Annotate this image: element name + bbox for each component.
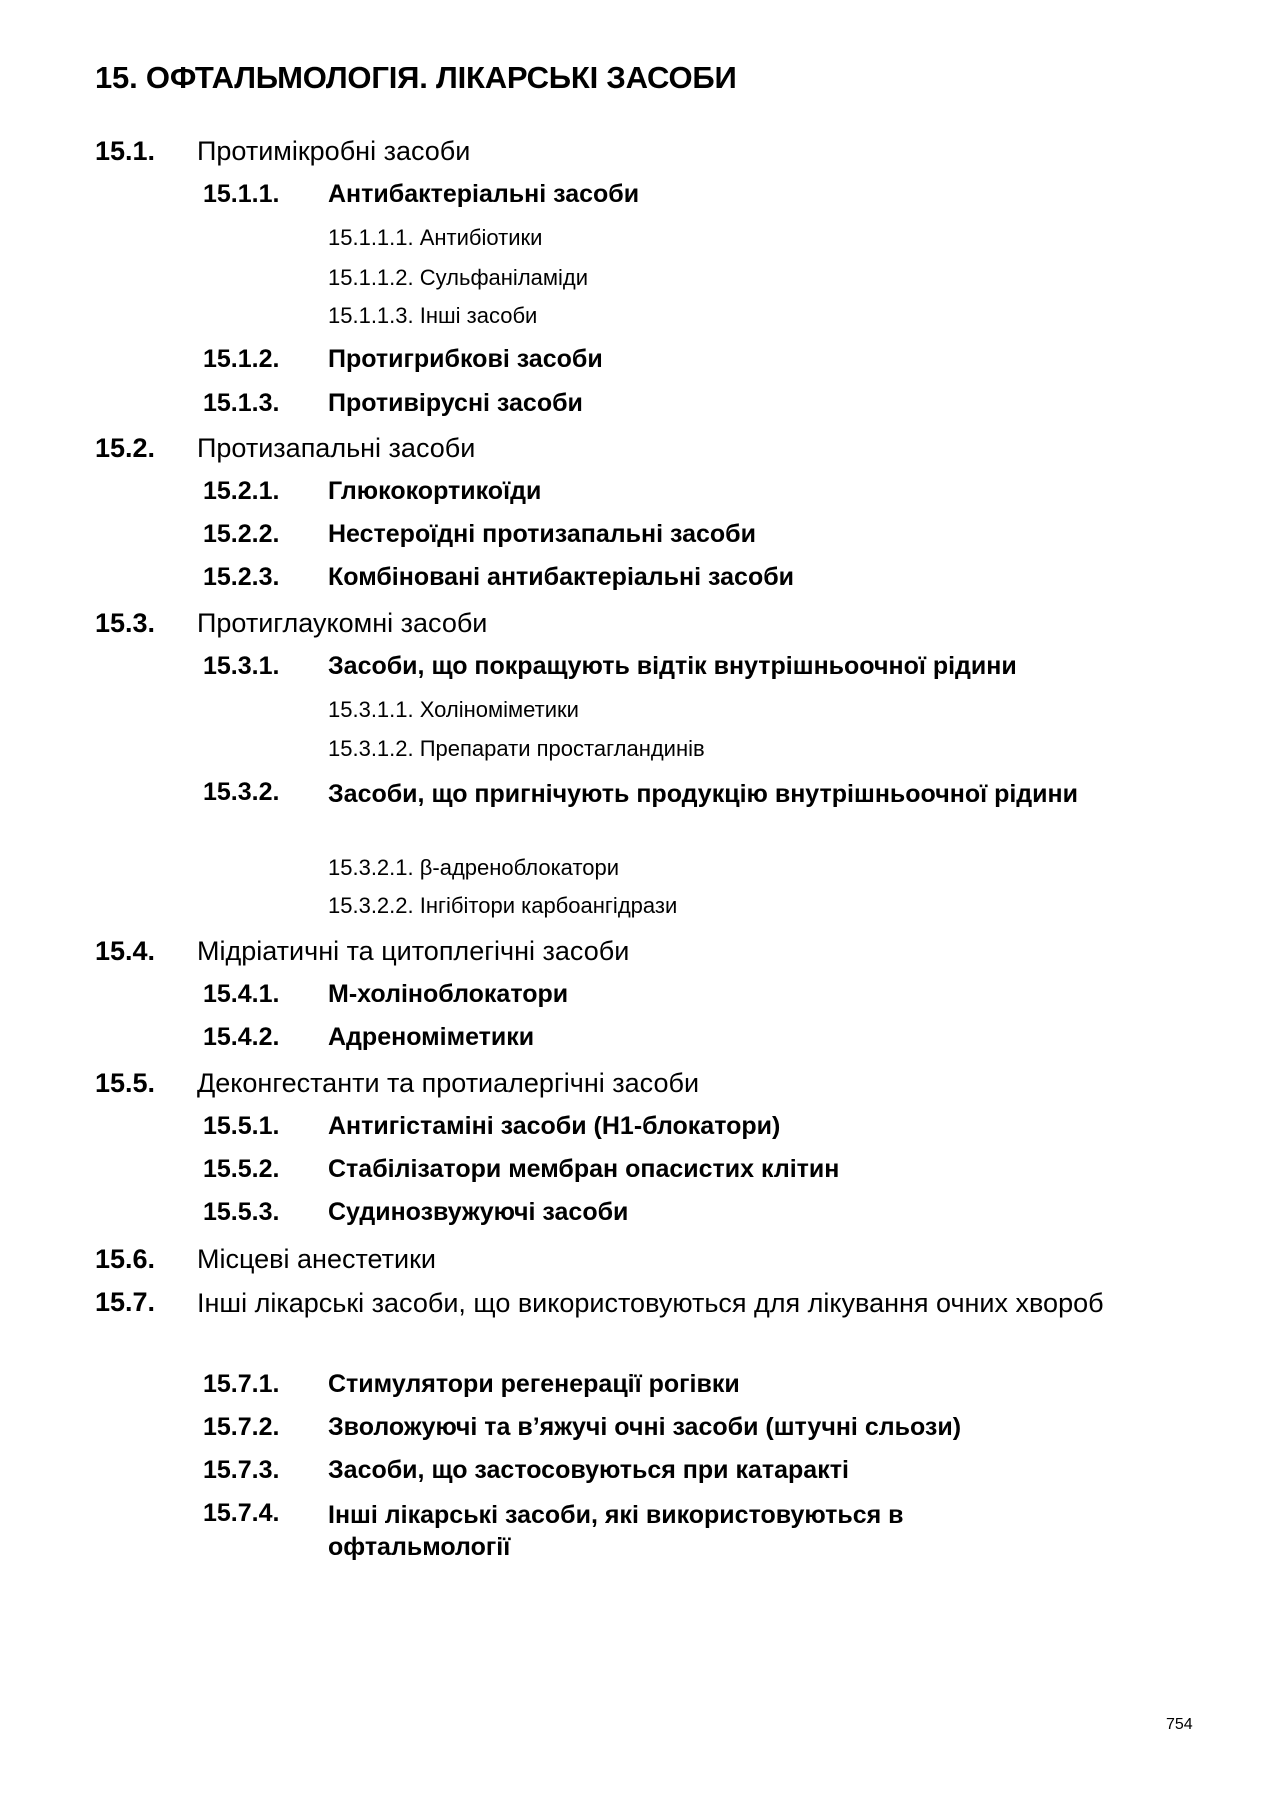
section-label: Антибактеріальні засоби xyxy=(328,180,640,208)
section-label: Зволожуючі та в’яжучі очні засоби (штучні сльози) xyxy=(328,1413,962,1441)
section-number: 15.1. xyxy=(95,136,156,166)
section-label: 15.3.1.1. Холіноміметики xyxy=(328,697,579,722)
page-number: 754 xyxy=(1166,1716,1193,1733)
section-label: Місцеві анестетики xyxy=(197,1244,436,1274)
section-label: 15.1.1.1. Антибіотики xyxy=(328,225,543,250)
section-label: Нестероїдні протизапальні засоби xyxy=(328,520,756,548)
section-label: 15.1.1.2. Сульфаніламіди xyxy=(328,265,589,290)
section-number: 15.7.2. xyxy=(203,1413,280,1441)
section-number: 15.5. xyxy=(95,1068,156,1098)
section-label: Противірусні засоби xyxy=(328,389,583,417)
section-number: 15.1.3. xyxy=(203,389,280,417)
section-number: 15.2.2. xyxy=(203,520,280,548)
section-label: Антигістаміні засоби (Н1-блокатори) xyxy=(328,1112,781,1140)
section-number: 15.5.2. xyxy=(203,1155,280,1183)
section-number: 15.4. xyxy=(95,936,156,966)
section-number: 15.3.1. xyxy=(203,652,280,680)
section-number: 15.5.1. xyxy=(203,1112,280,1140)
section-label: 15.3.2.2. Інгібітори карбоангідрази xyxy=(328,893,678,918)
section-number: 15.1.1. xyxy=(203,180,280,208)
section-number: 15.2.1. xyxy=(203,477,280,505)
section-label: Судинозвужуючі засоби xyxy=(328,1198,629,1226)
section-number: 15.7.1. xyxy=(203,1370,280,1398)
section-number: 15.1.2. xyxy=(203,345,280,373)
section-label: Стабілізатори мембран опасистих клітин xyxy=(328,1155,840,1183)
section-number: 15.3.2. xyxy=(203,778,280,806)
section-number: 15.6. xyxy=(95,1244,156,1274)
section-label: Засоби, що покращують відтік внутрішньоочної рідини xyxy=(328,652,1017,680)
section-label: 15.3.1.2. Препарати простагландинів xyxy=(328,736,705,761)
section-number: 15.2.3. xyxy=(203,563,280,591)
section-label: Протигрибкові засоби xyxy=(328,345,603,373)
section-label: Глюкокортикоїди xyxy=(328,477,542,505)
section-label: Інші лікарські засоби, які використовуються в офтальмології xyxy=(328,1501,904,1561)
section-number: 15.5.3. xyxy=(203,1198,280,1226)
section-number: 15.3. xyxy=(95,608,156,638)
section-label: Адреноміметики xyxy=(328,1023,535,1051)
section-label: М-холіноблокатори xyxy=(328,980,569,1008)
section-label: 15.1.1.3. Інші засоби xyxy=(328,303,538,328)
section-label: Інші лікарські засоби, що використовуються для лікування очних хвороб xyxy=(197,1288,1104,1318)
section-number: 15.7. xyxy=(95,1287,156,1317)
section-label: Засоби, що застосовуються при катаракті xyxy=(328,1456,849,1484)
section-label: Стимулятори регенерації рогівки xyxy=(328,1370,740,1398)
section-number: 15.7.4. xyxy=(203,1499,280,1527)
section-label: Протимікробні засоби xyxy=(197,136,471,166)
section-label: Протизапальні засоби xyxy=(197,433,476,463)
section-label: Комбіновані антибактеріальні засоби xyxy=(328,563,795,591)
section-label: Деконгестанти та протиалергічні засоби xyxy=(197,1068,700,1098)
section-number: 15.7.3. xyxy=(203,1456,280,1484)
section-number: 15.4.1. xyxy=(203,980,280,1008)
section-number: 15.2. xyxy=(95,433,156,463)
section-number: 15.4.2. xyxy=(203,1023,280,1051)
section-label: Мідріатичні та цитоплегічні засоби xyxy=(197,936,630,966)
section-label: Протиглаукомні засоби xyxy=(197,608,488,638)
section-label: 15.3.2.1. β-адреноблокатори xyxy=(328,855,620,880)
section-label: Засоби, що пригнічують продукцію внутрішньоочної рідини xyxy=(328,780,1078,808)
chapter-title: 15. ОФТАЛЬМОЛОГІЯ. ЛІКАРСЬКІ ЗАСОБИ xyxy=(95,60,737,95)
